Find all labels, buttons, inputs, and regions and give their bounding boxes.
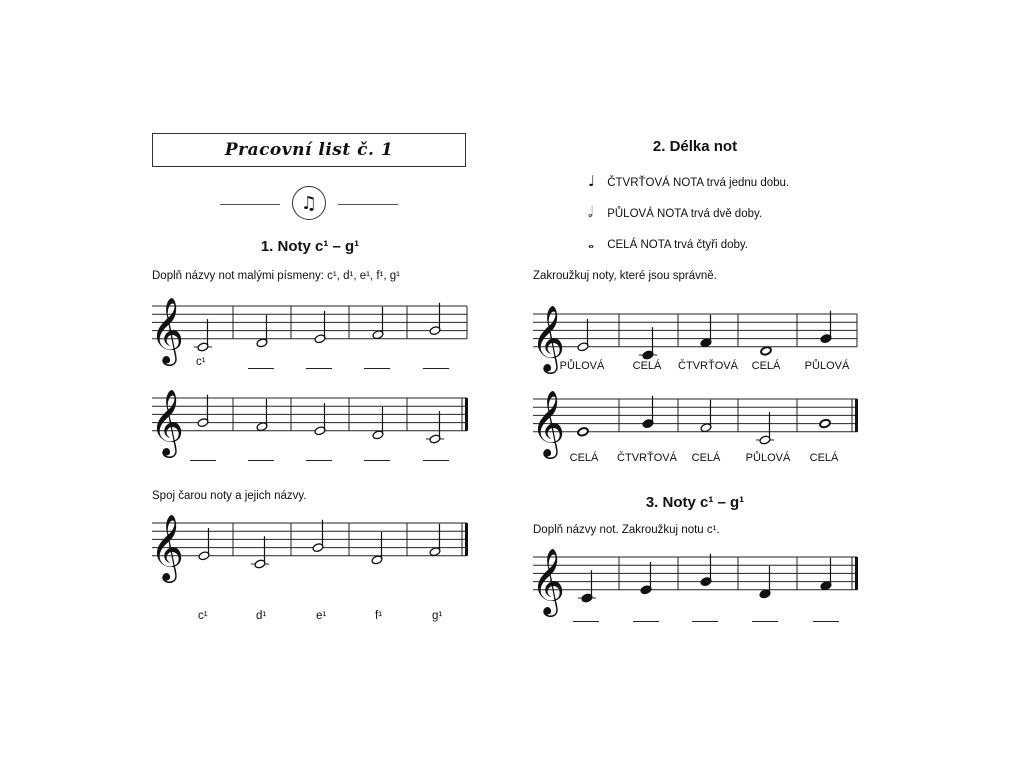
answer-line[interactable] xyxy=(248,368,274,369)
worksheet-title: Pracovní list č. 1 xyxy=(224,140,394,160)
note-name-c1[interactable]: c¹ xyxy=(198,610,208,622)
half-note-icon: 𝅗𝅥 xyxy=(588,203,593,221)
note-name-d1[interactable]: d¹ xyxy=(256,610,267,622)
answer-line[interactable] xyxy=(248,460,274,461)
legend-whole: 𝅝 CELÁ NOTA trvá čtyři doby. xyxy=(588,234,749,252)
section3-heading: 3. Noty c¹ – g¹ xyxy=(645,494,745,511)
duration-label[interactable]: PŮLOVÁ xyxy=(745,452,791,464)
staff1-answer-1: c¹ xyxy=(196,356,206,368)
final-barline xyxy=(855,557,858,590)
answer-line[interactable] xyxy=(423,460,449,461)
duration-label[interactable]: ČTVRŤOVÁ xyxy=(617,452,677,464)
duration-label[interactable]: CELÁ xyxy=(569,452,599,464)
treble-clef-icon: 𝄞 xyxy=(531,304,565,372)
answer-line[interactable] xyxy=(190,460,216,461)
treble-clef-icon: 𝄞 xyxy=(150,388,184,456)
treble-clef-icon: 𝄞 xyxy=(150,513,184,581)
whole-note-icon: 𝅝 xyxy=(588,234,594,252)
section1-heading: 1. Noty c¹ – g¹ xyxy=(260,238,360,255)
whole-note-e1 xyxy=(577,427,589,437)
final-barline xyxy=(465,398,468,431)
duration-label[interactable]: CELÁ xyxy=(809,452,839,464)
note-name-g1[interactable]: g¹ xyxy=(432,610,443,622)
duration-label[interactable]: CELÁ xyxy=(751,360,781,372)
connect-instruction: Spoj čarou noty a jejich názvy. xyxy=(152,490,307,502)
note-name-e1[interactable]: e¹ xyxy=(316,610,327,622)
section3-instruction: Doplň názvy not. Zakroužkuj notu c¹. xyxy=(533,524,720,536)
duration-label[interactable]: PŮLOVÁ xyxy=(804,360,850,372)
whole-note-d1 xyxy=(760,346,772,356)
answer-line[interactable] xyxy=(423,368,449,369)
duration-label[interactable]: CELÁ xyxy=(691,452,721,464)
treble-clef-icon: 𝄞 xyxy=(531,389,565,457)
answer-line[interactable] xyxy=(752,621,778,622)
music-note-icon: ♫ xyxy=(292,186,326,220)
final-barline xyxy=(855,399,858,432)
answer-line[interactable] xyxy=(364,368,390,369)
quarter-note-icon: ♩ xyxy=(588,172,596,190)
section2-heading: 2. Délka not xyxy=(652,138,738,155)
answer-line[interactable] xyxy=(306,460,332,461)
answer-line[interactable] xyxy=(813,621,839,622)
answer-line[interactable] xyxy=(573,621,599,622)
answer-line[interactable] xyxy=(364,460,390,461)
note-name-f1[interactable]: f¹ xyxy=(375,610,383,622)
duration-label[interactable]: CELÁ xyxy=(632,360,662,372)
legend-half: 𝅗𝅥 PŮLOVÁ NOTA trvá dvě doby. xyxy=(588,203,763,221)
treble-clef-icon: 𝄞 xyxy=(531,547,565,615)
legend-quarter: ♩ ČTVRŤOVÁ NOTA trvá jednu dobu. xyxy=(588,172,790,190)
answer-line[interactable] xyxy=(306,368,332,369)
circle-instruction: Zakroužkuj noty, které jsou správně. xyxy=(533,270,717,282)
final-barline xyxy=(465,523,468,556)
section1-instruction: Doplň názvy not malými písmeny: c¹, d¹, e¹, f¹, g¹ xyxy=(152,270,400,282)
treble-clef-icon: 𝄞 xyxy=(150,296,184,364)
whole-note-g1 xyxy=(819,419,831,429)
answer-line[interactable] xyxy=(692,621,718,622)
duration-label[interactable]: ČTVRŤOVÁ xyxy=(678,360,738,372)
answer-line[interactable] xyxy=(633,621,659,622)
duration-label[interactable]: PŮLOVÁ xyxy=(559,360,605,372)
